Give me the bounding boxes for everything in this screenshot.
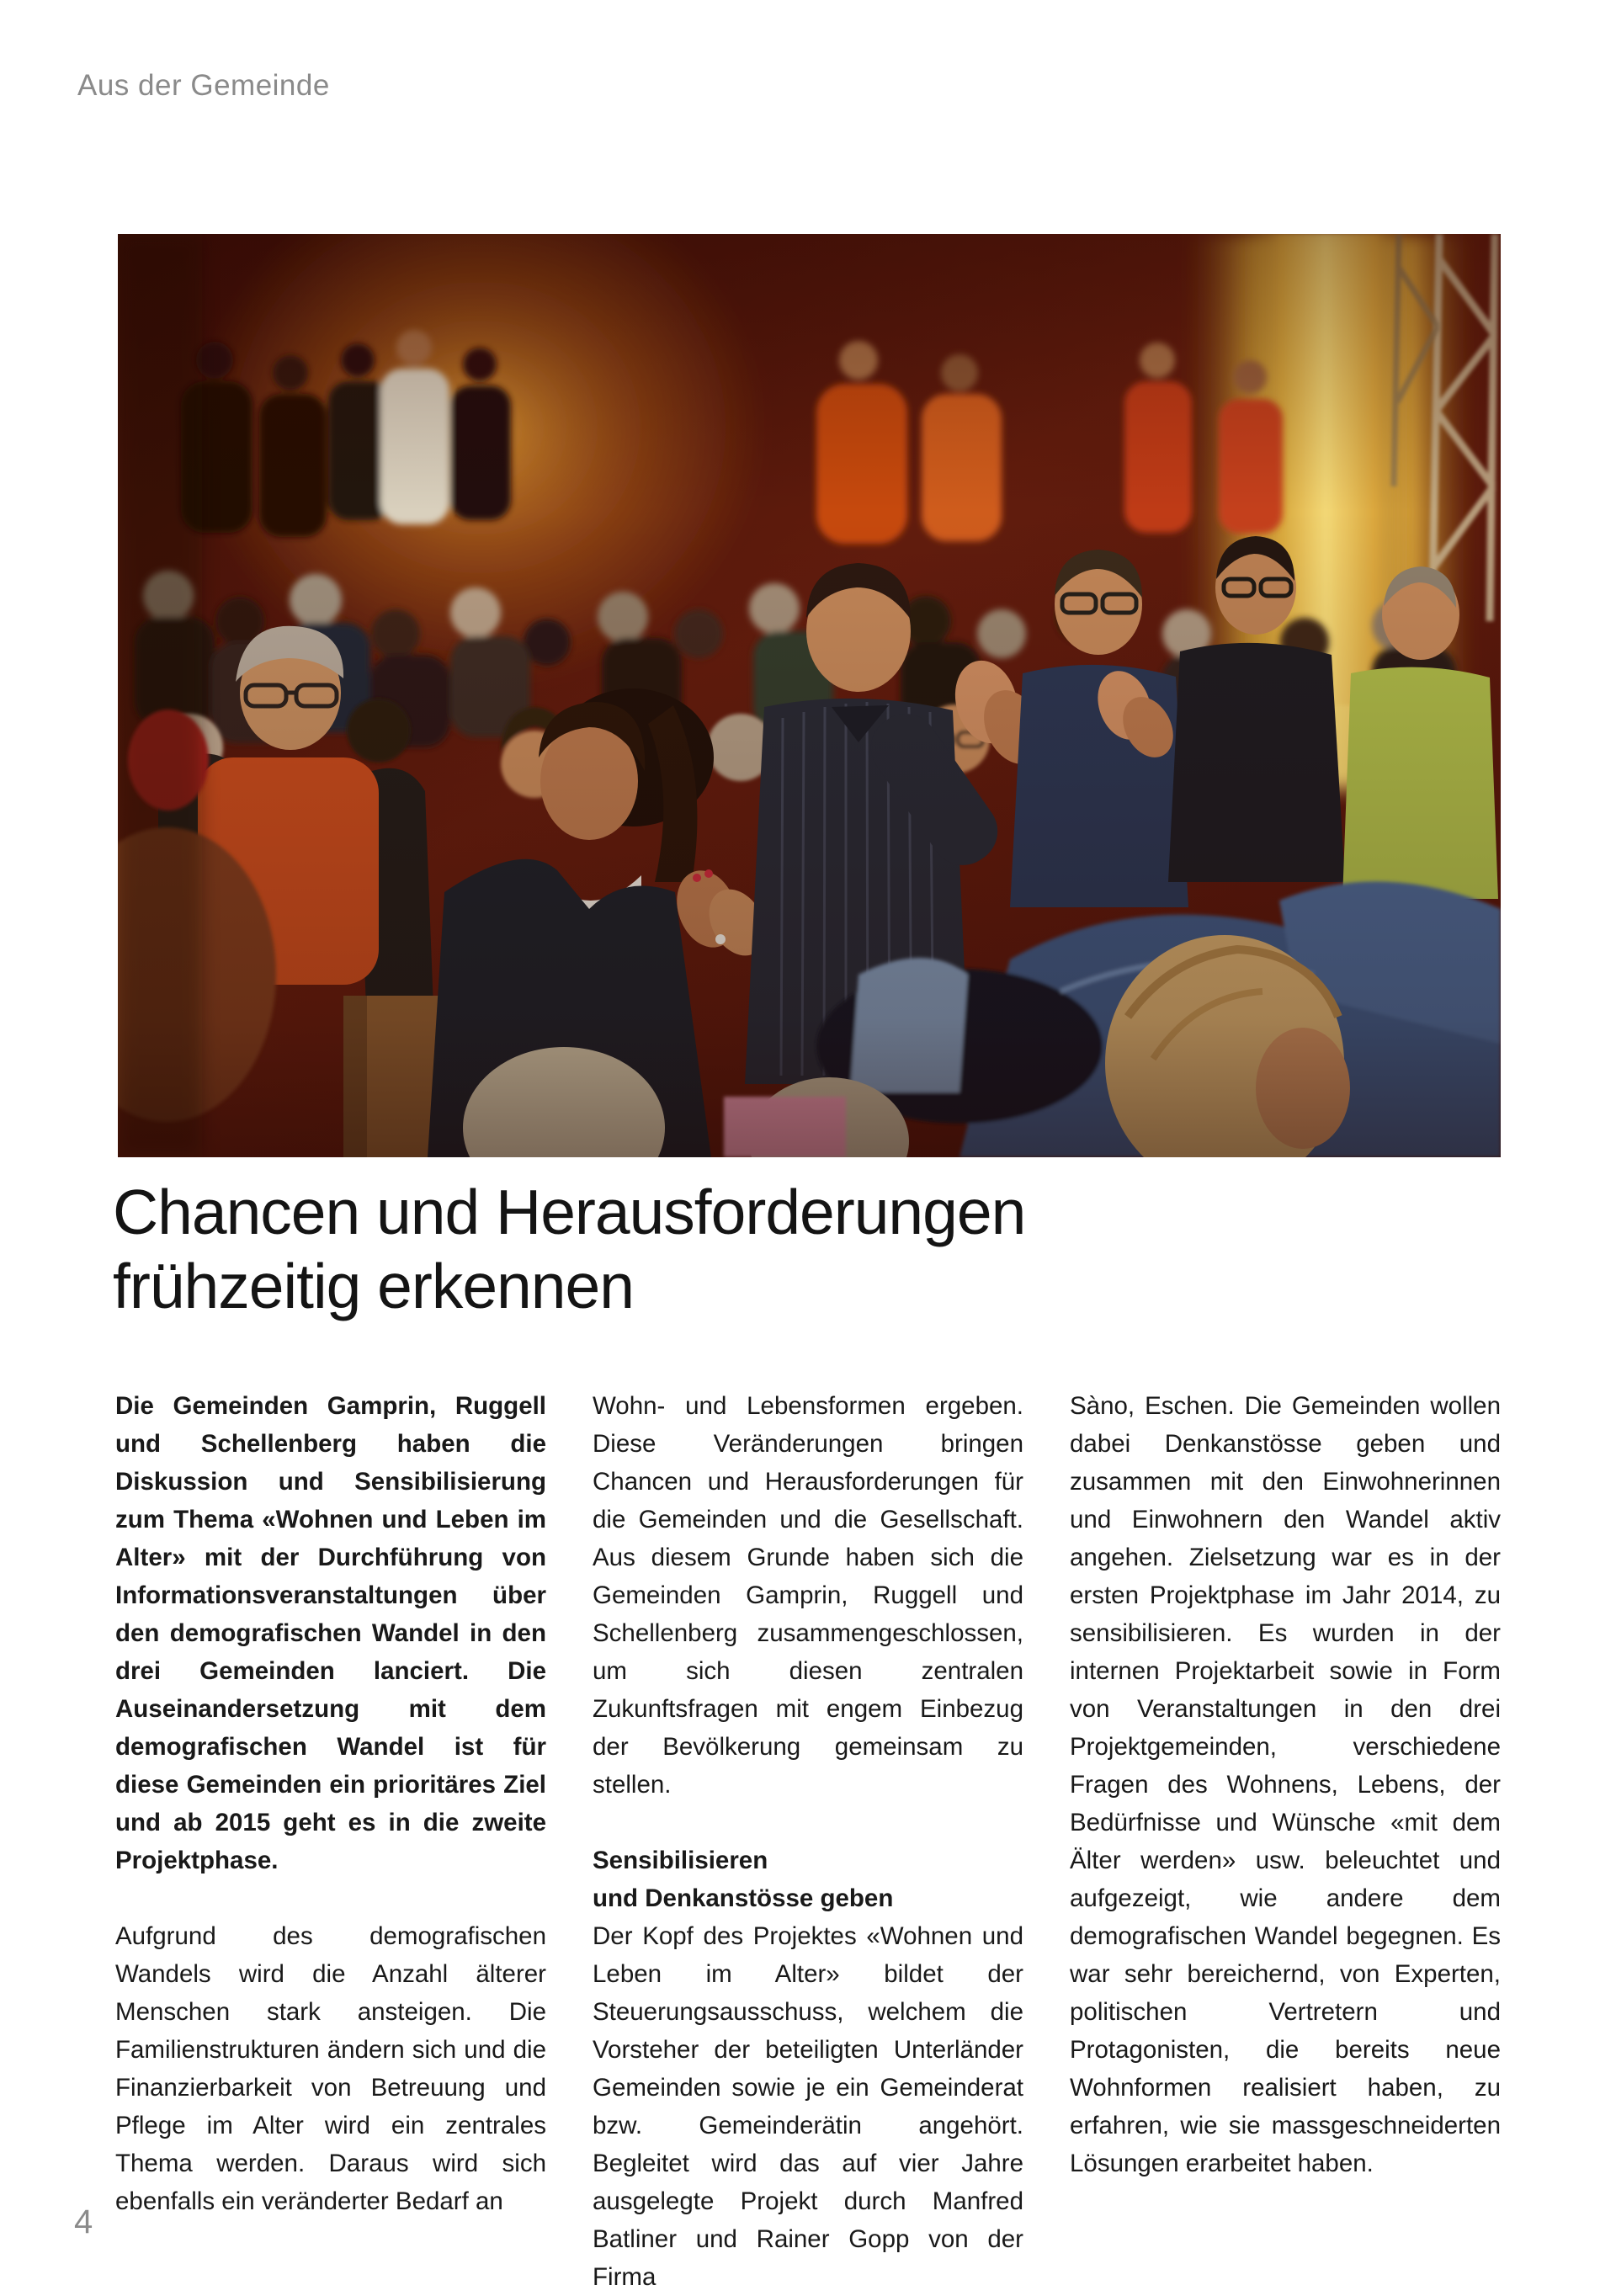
paragraph: Aufgrund des demografischen Wandels wird die Anzahl älterer Menschen stark ansteigen. Die Familienstrukturen ändern sich und die Finanzierbarkeit von Betreuung und Pflege im Alter wird ein zentrales Thema werden. Daraus wird sich ebenfalls ein veränderter Bedarf an bbox=[115, 1922, 546, 2215]
article-body bbox=[115, 1387, 1501, 2296]
paragraph: Der Kopf des Projektes «Wohnen und Leben im Alter» bildet der Steuerungsausschuss, welchem die Vorsteher der beteiligten Unterländer Gemeinden sowie je ein Gemeinderat bzw. Gemeinderätin angehört. Begleitet wird das auf vier Jahre ausgelegte Projekt durch Manfred Batliner und Rainer Gopp von der Firma bbox=[593, 1922, 1023, 2291]
article-column-2 bbox=[593, 1387, 1023, 2296]
article-title bbox=[113, 1175, 1025, 1323]
article-title-line2: frühzeitig erkennen bbox=[113, 1251, 634, 1321]
subheading bbox=[593, 1842, 1023, 1917]
article-title-line1: Chancen und Herausforderungen bbox=[113, 1177, 1026, 1247]
page-number: 4 bbox=[74, 2203, 93, 2240]
article-column-3 bbox=[1070, 1387, 1501, 2296]
lead-paragraph: Die Gemeinden Gamprin, Ruggell und Schellenberg haben die Diskussion und Sensibilisierung zum Thema «Wohnen und Leben im Alter» mit der Durchführung von Informationsveranstaltungen über den demografischen Wandel in den drei Gemeinden lanciert. Die Auseinandersetzung mit dem demografischen Wandel ist für diese Gemeinden ein prioritäres Ziel und ab 2015 geht es in die zweite Projektphase. bbox=[115, 1392, 546, 1874]
paragraph: Sàno, Eschen. Die Gemeinden wollen dabei Denkanstösse geben und zusammen mit den Einwohnerinnen und Einwohnern den Wandel aktiv angehen. Zielsetzung war es in der ersten Projektphase im Jahr 2014, zu sensibilisieren. Es wurden in der internen Projektarbeit sowie in Form von Veranstaltungen in den drei Projektgemeinden, verschiedene Fragen des Wohnens, Lebens, der Bedürfnisse und Wünsche «mit dem Älter werden» usw. beleuchtet und aufgezeigt, wie andere dem demografischen Wandel begegnen. Es war sehr bereichernd, von Experten, politischen Vertretern und Protagonisten, die bereits neue Wohnformen realisiert haben, zu erfahren, wie sie massgeschneiderten Lösungen erarbeitet haben. bbox=[1070, 1392, 1501, 2177]
subheading-line1: Sensibilisieren bbox=[593, 1847, 768, 1874]
article-column-1 bbox=[115, 1387, 546, 2296]
audience-photo bbox=[118, 234, 1501, 1157]
subheading-line2: und Denkanstösse geben bbox=[593, 1884, 894, 1912]
section-label: Aus der Gemeinde bbox=[77, 69, 330, 102]
paragraph: Wohn- und Lebensformen ergeben. Diese Veränderungen bringen Chancen und Herausforderungen für die Gemeinden und die Gesellschaft. Aus diesem Grunde haben sich die Gemeinden Gamprin, Ruggell und Schellenberg zusammengeschlossen, um sich diesen zentralen Zukunftsfragen mit engem Einbezug der Bevölkerung gemeinsam zu stellen. bbox=[593, 1392, 1023, 1799]
